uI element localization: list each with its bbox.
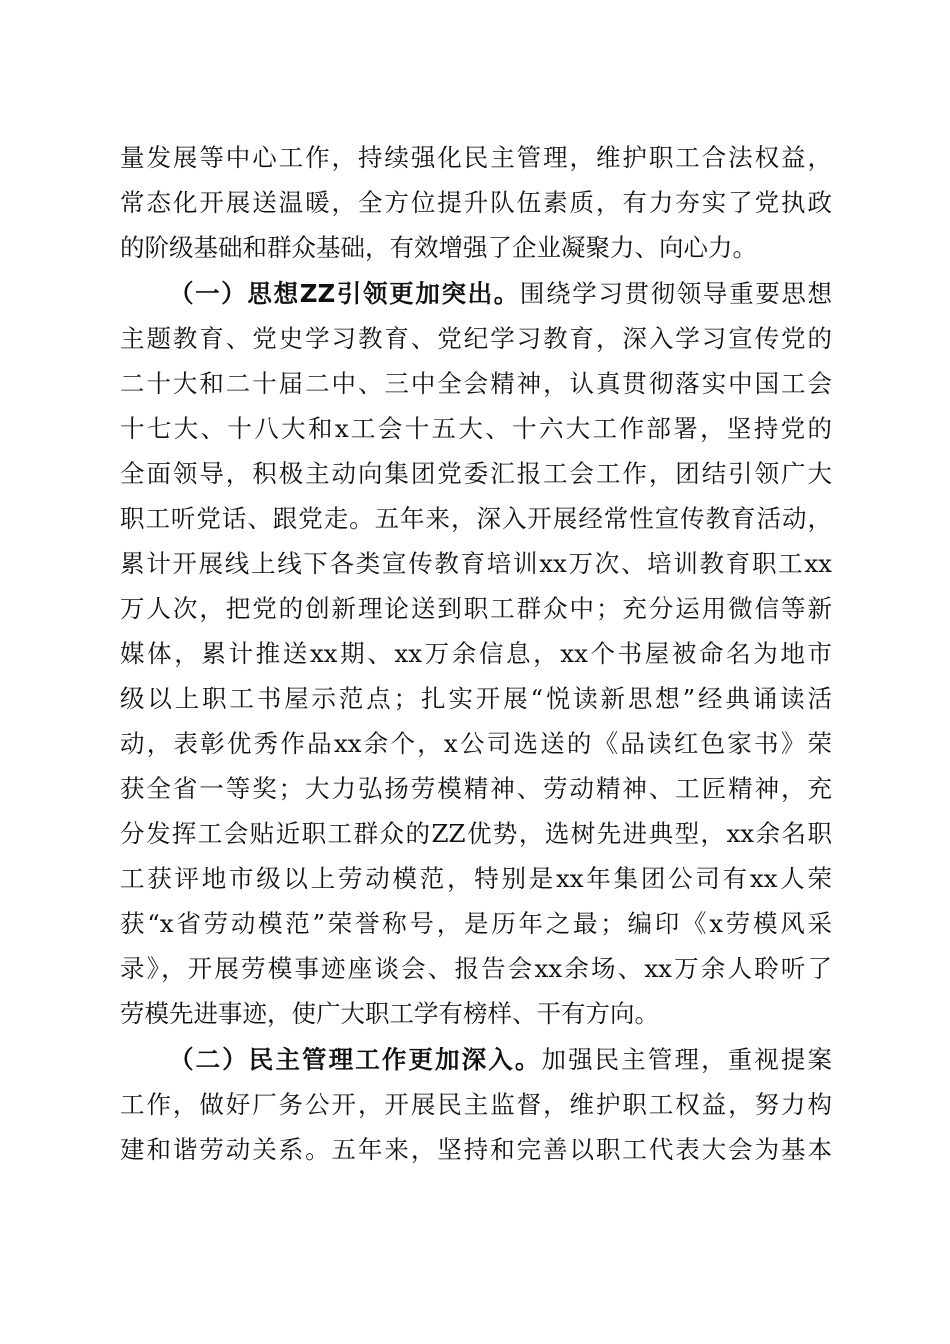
paragraph-line: 全面领导，积极主动向集团党委汇报工会工作，团结引领广大: [120, 459, 832, 488]
paragraph-line: 建和谐劳动关系。五年来，坚持和完善以职工代表大会为基本: [120, 1135, 832, 1164]
section-heading-2: （二）民主管理工作更加深入。: [169, 1045, 542, 1074]
paragraph-line: 累计开展线上线下各类宣传教育培训xx万次、培训教育职工xx: [120, 549, 832, 578]
paragraph-line: 常态化开展送温暖，全方位提升队伍素质，有力夯实了党执政: [120, 188, 832, 217]
paragraph-line: 劳模先进事迹，使广大职工学有榜样、干有方向。: [120, 999, 659, 1028]
paragraph-line: 动，表彰优秀作品xx余个，x公司选送的《品读红色家书》荣: [120, 729, 832, 758]
paragraph-text: 围绕学习贯彻领导重要思想: [519, 279, 833, 308]
paragraph-line: 工获评地市级以上劳动模范，特别是xx年集团公司有xx人荣: [120, 864, 832, 893]
section-heading-1: （一）思想ZZ引领更加突出。: [169, 279, 520, 308]
paragraph-line: 万人次，把党的创新理论送到职工群众中；充分运用微信等新: [120, 594, 832, 623]
paragraph-text: 加强民主管理，重视提案: [541, 1045, 833, 1074]
paragraph-line: 录》，开展劳模事迹座谈会、报告会xx余场、xx万余人聆听了: [120, 954, 832, 983]
paragraph-first-line: [169, 279, 832, 309]
paragraph-line: 职工听党话、跟党走。五年来，深入开展经常性宣传教育活动，: [120, 504, 832, 533]
paragraph-line: 媒体，累计推送xx期、xx万余信息，xx个书屋被命名为地市: [120, 639, 832, 668]
paragraph-line: 分发挥工会贴近职工群众的ZZ优势，选树先进典型，xx余名职: [120, 819, 832, 848]
paragraph-line: 量发展等中心工作，持续强化民主管理，维护职工合法权益，: [120, 143, 832, 172]
paragraph-line: 主题教育、党史学习教育、党纪学习教育，深入学习宣传党的: [120, 324, 832, 353]
paragraph-line: 获全省一等奖；大力弘扬劳模精神、劳动精神、工匠精神，充: [120, 774, 832, 803]
paragraph-line: 十七大、十八大和x工会十五大、十六大工作部署，坚持党的: [120, 414, 832, 443]
paragraph-first-line: [169, 1045, 832, 1075]
paragraph-line: 级以上职工书屋示范点；扎实开展“悦读新思想”经典诵读活: [120, 684, 832, 713]
paragraph-line: 二十大和二十届二中、三中全会精神，认真贯彻落实中国工会: [120, 369, 832, 398]
paragraph-line: 工作，做好厂务公开，开展民主监督，维护职工权益，努力构: [120, 1090, 832, 1119]
paragraph-line: 获“x省劳动模范”荣誉称号，是历年之最；编印《x劳模风采: [120, 909, 832, 938]
paragraph-line: 的阶级基础和群众基础，有效增强了企业凝聚力、向心力。: [120, 233, 757, 262]
